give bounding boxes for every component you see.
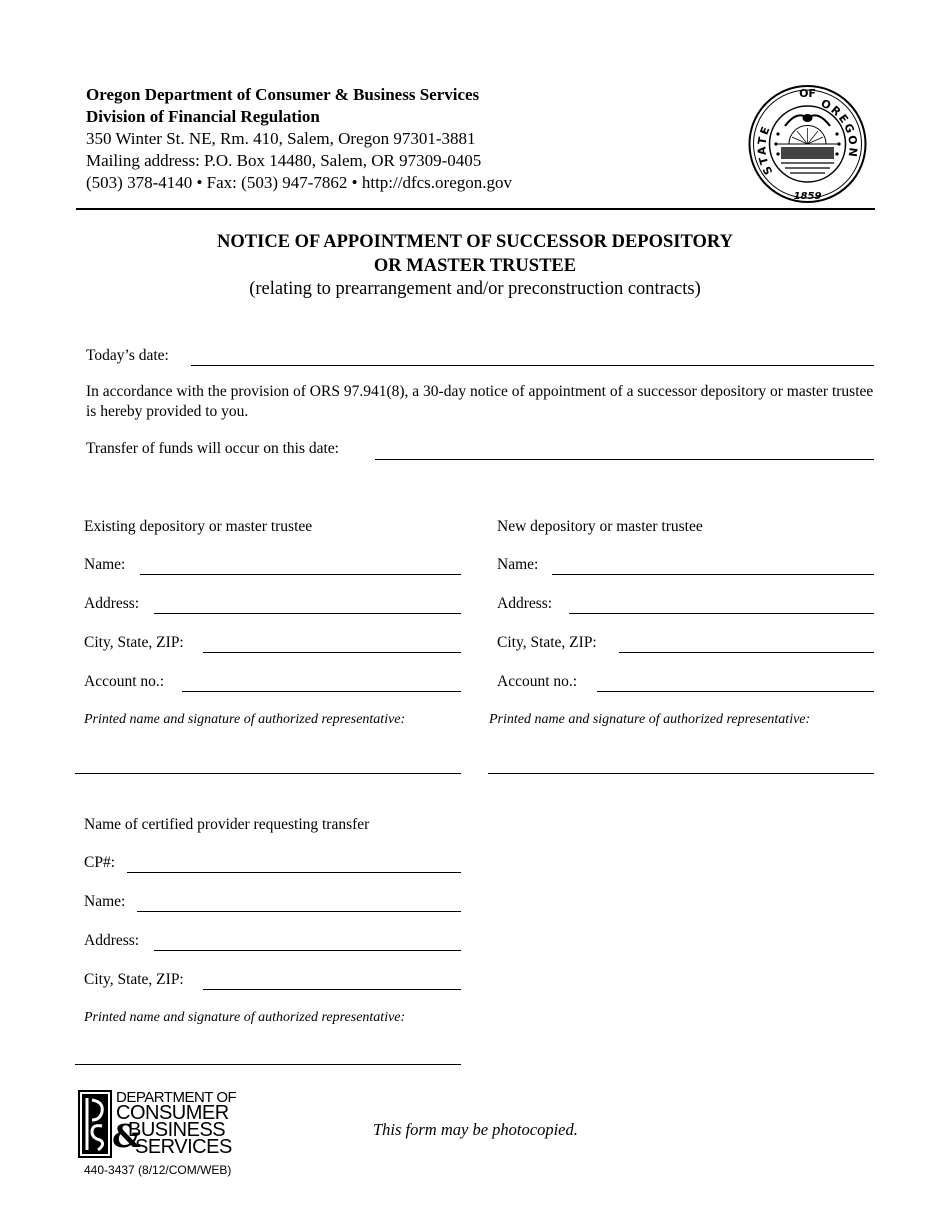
dcbs-logo [78,1090,238,1158]
provider-city-label: City, State, ZIP: [84,971,184,988]
existing-city-field[interactable] [203,652,461,653]
form-subtitle: (relating to prearrangement and/or preconstruction contracts) [249,279,701,299]
form-title-line2: OR MASTER TRUSTEE [373,256,577,276]
existing-name-label: Name: [84,556,126,573]
photocopy-note: This form may be photocopied. [373,1120,578,1139]
existing-signature-field[interactable] [75,773,461,774]
form-number: 440-3437 (8/12/COM/WEB) [84,1163,232,1177]
provider-cp-field[interactable] [127,872,461,873]
new-city-field[interactable] [619,652,874,653]
new-city-label: City, State, ZIP: [497,634,597,651]
new-heading: New depository or master trustee [497,518,703,535]
mailing-address: Mailing address: P.O. Box 14480, Salem, OR 97309-0405 [86,151,482,170]
logo-line3: BUSINESS [128,1119,226,1141]
provider-signature-label: Printed name and signature of authorized representative: [84,1010,406,1025]
dcbs-logo-icon [78,1090,112,1158]
form-title-line1: NOTICE OF APPOINTMENT OF SUCCESSOR DEPOSITORY [217,232,733,252]
logo-line2: CONSUMER [116,1102,229,1124]
street-address: 350 Winter St. NE, Rm. 410, Salem, Oregon 97301-3881 [86,129,476,148]
new-name-label: Name: [497,556,539,573]
existing-account-field[interactable] [182,691,461,692]
provider-address-label: Address: [84,932,140,949]
new-address-field[interactable] [569,613,874,614]
org-name: Oregon Department of Consumer & Business Services [86,85,480,104]
provider-cp-label: CP#: [84,854,116,871]
transfer-date-field[interactable] [375,459,874,460]
existing-account-label: Account no.: [84,673,165,690]
todays-date-field[interactable] [191,365,874,366]
logo-line4: SERVICES [135,1136,232,1158]
division-name: Division of Financial Regulation [86,107,320,126]
provider-name-label: Name: [84,893,126,910]
existing-name-field[interactable] [140,574,461,575]
header-rule [76,208,875,210]
provider-city-field[interactable] [203,989,461,990]
existing-heading: Existing depository or master trustee [84,518,313,535]
seal-right-text: OREGON [818,96,860,160]
existing-city-label: City, State, ZIP: [84,634,184,651]
new-name-field[interactable] [552,574,874,575]
provider-heading: Name of certified provider requesting transfer [84,816,370,833]
logo-ampersand-icon: & [112,1117,141,1155]
todays-date-label: Today’s date: [86,347,169,364]
seal-year: 1859 [793,191,822,202]
new-account-field[interactable] [597,691,874,692]
provider-address-field[interactable] [154,950,461,951]
transfer-date-label: Transfer of funds will occur on this date: [86,440,339,457]
new-account-label: Account no.: [497,673,578,690]
new-signature-field[interactable] [488,773,874,774]
state-seal-icon [745,84,870,204]
new-signature-label: Printed name and signature of authorized representative: [489,712,811,727]
new-address-label: Address: [497,595,553,612]
seal-top-text: OF [799,87,816,100]
provider-signature-field[interactable] [75,1064,461,1065]
existing-address-field[interactable] [154,613,461,614]
notice-paragraph: In accordance with the provision of ORS 97.941(8), a 30-day notice of appointment of a successor depository or master trustee is hereby provided to you. [86,383,874,420]
existing-address-label: Address: [84,595,140,612]
contact-info: (503) 378-4140 • Fax: (503) 947-7862 • http://dfcs.oregon.gov [86,173,512,192]
provider-name-field[interactable] [137,911,461,912]
logo-line1: DEPARTMENT OF [116,1089,237,1106]
seal-left-text: STATE [755,123,776,177]
existing-signature-label: Printed name and signature of authorized representative: [84,712,406,727]
